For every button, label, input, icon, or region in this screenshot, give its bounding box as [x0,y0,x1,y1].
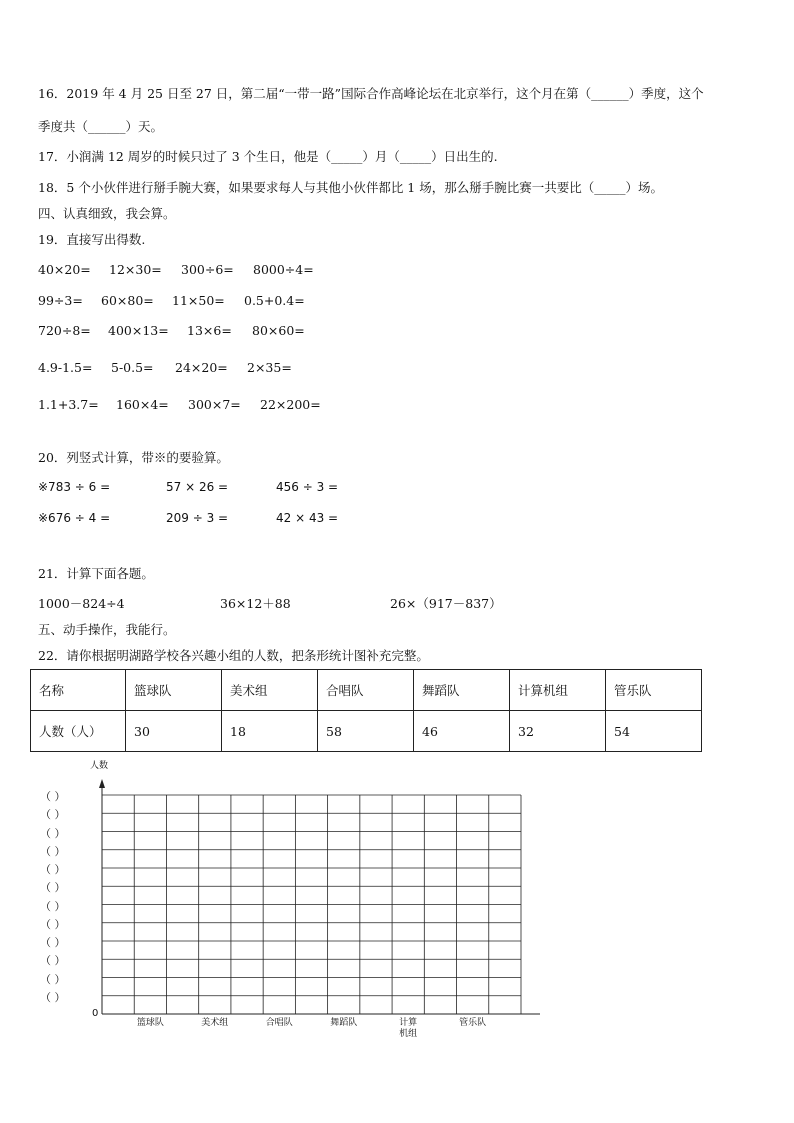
q20: 20．列竖式计算，带※的要验算。 [38,450,229,465]
x-tick-label: 合唱队 [265,1018,293,1028]
section-5-title: 五、动手操作，我能行。 [38,622,176,637]
vertical-calc-item: 57 × 26 = [166,480,229,494]
q17: 17．小润满 12 周岁的时候只过了 3 个生日，他是（_____）月（_____）日出生的. [38,149,498,164]
section-4-title: 四、认真细致，我会算。 [38,206,176,221]
chart-origin-label: 0 [92,1008,99,1019]
oral-calc-item: 2×35= [247,360,292,375]
table-header-cell: 舞蹈队 [414,670,510,711]
q22: 22．请你根据明湖路学校各兴趣小组的人数，把条形统计图补充完整。 [38,648,429,663]
oral-calc-item: 12×30= [109,262,162,277]
mixed-calc-item: 26×（917－837） [390,596,502,611]
oral-calc-item: 0.5+0.4= [244,293,305,308]
x-tick-label: 美术组 [201,1018,229,1028]
table-cell: 54 [606,711,702,752]
y-tick-label: （ ） [40,881,66,895]
y-tick-label: （ ） [40,972,66,986]
oral-calc-item: 720÷8= [38,323,91,338]
oral-calc-item: 1.1+3.7= [38,397,99,412]
y-tick-label: （ ） [40,808,66,822]
x-tick-label: 计算 机组 [399,1018,418,1039]
q16-line1: 16．2019 年 4 月 25 日至 27 日，第二届“一带一路”国际合作高峰论坛在北京举行，这个月在第（______）季度，这个 [38,86,704,101]
oral-calc-item: 8000÷4= [253,262,314,277]
oral-calc-item: 24×20= [175,360,228,375]
oral-calc-item: 300÷6= [181,262,234,277]
q16-line2: 季度共（______）天。 [38,119,164,134]
y-tick-label: （ ） [40,826,66,840]
oral-calc-item: 80×60= [252,323,305,338]
y-tick-label: （ ） [40,990,66,1004]
oral-calc-item: 60×80= [101,293,154,308]
table-header-cell: 篮球队 [126,670,222,711]
q19: 19．直接写出得数. [38,232,146,247]
table-header-cell: 名称 [31,670,126,711]
table-cell: 18 [222,711,318,752]
oral-calc-item: 22×200= [260,397,321,412]
table-cell: 46 [414,711,510,752]
chart-y-axis-label: 人数 [90,761,109,771]
table-header-cell: 合唱队 [318,670,414,711]
oral-calc-item: 11×50= [172,293,225,308]
oral-calc-item: 99÷3= [38,293,83,308]
table-cell: 人数（人） [31,711,126,752]
q18: 18．5 个小伙伴进行掰手腕大赛，如果要求每人与其他小伙伴都比 1 场，那么掰手腕比赛一共要比（_____）场。 [38,180,663,195]
y-tick-label: （ ） [40,863,66,876]
table-header-cell: 计算机组 [510,670,606,711]
oral-calc-item: 40×20= [38,262,91,277]
oral-calc-item: 4.9-1.5= [38,360,93,375]
y-tick-label: （ ） [40,899,66,913]
y-axis-arrow-icon [99,779,105,788]
oral-calc-item: 13×6= [187,323,232,338]
vertical-calc-item: 456 ÷ 3 = [276,480,339,494]
y-tick-label: （ ） [40,790,66,803]
table-cell: 30 [126,711,222,752]
table-header-cell: 美术组 [222,670,318,711]
vertical-calc-item: 209 ÷ 3 = [166,511,229,525]
y-tick-label: （ ） [40,954,66,968]
oral-calc-item: 400×13= [108,323,169,338]
table-cell: 58 [318,711,414,752]
oral-calc-item: 5-0.5= [111,360,154,375]
x-tick-label: 管乐队 [459,1018,487,1028]
vertical-calc-item: ※783 ÷ 6 = [38,480,111,494]
x-tick-label: 篮球队 [136,1018,164,1028]
vertical-calc-item: 42 × 43 = [276,511,339,525]
mixed-calc-item: 1000－824÷4 [38,596,125,611]
oral-calc-item: 160×4= [116,397,169,412]
oral-calc-item: 300×7= [188,397,241,412]
y-tick-label: （ ） [40,936,66,949]
x-tick-label: 舞蹈队 [330,1018,358,1028]
q21: 21．计算下面各题。 [38,566,154,581]
vertical-calc-item: ※676 ÷ 4 = [38,511,111,525]
table-header-cell: 管乐队 [606,670,702,711]
mixed-calc-item: 36×12＋88 [220,596,291,611]
table-cell: 32 [510,711,606,752]
y-tick-label: （ ） [40,917,66,931]
y-tick-label: （ ） [40,844,66,858]
